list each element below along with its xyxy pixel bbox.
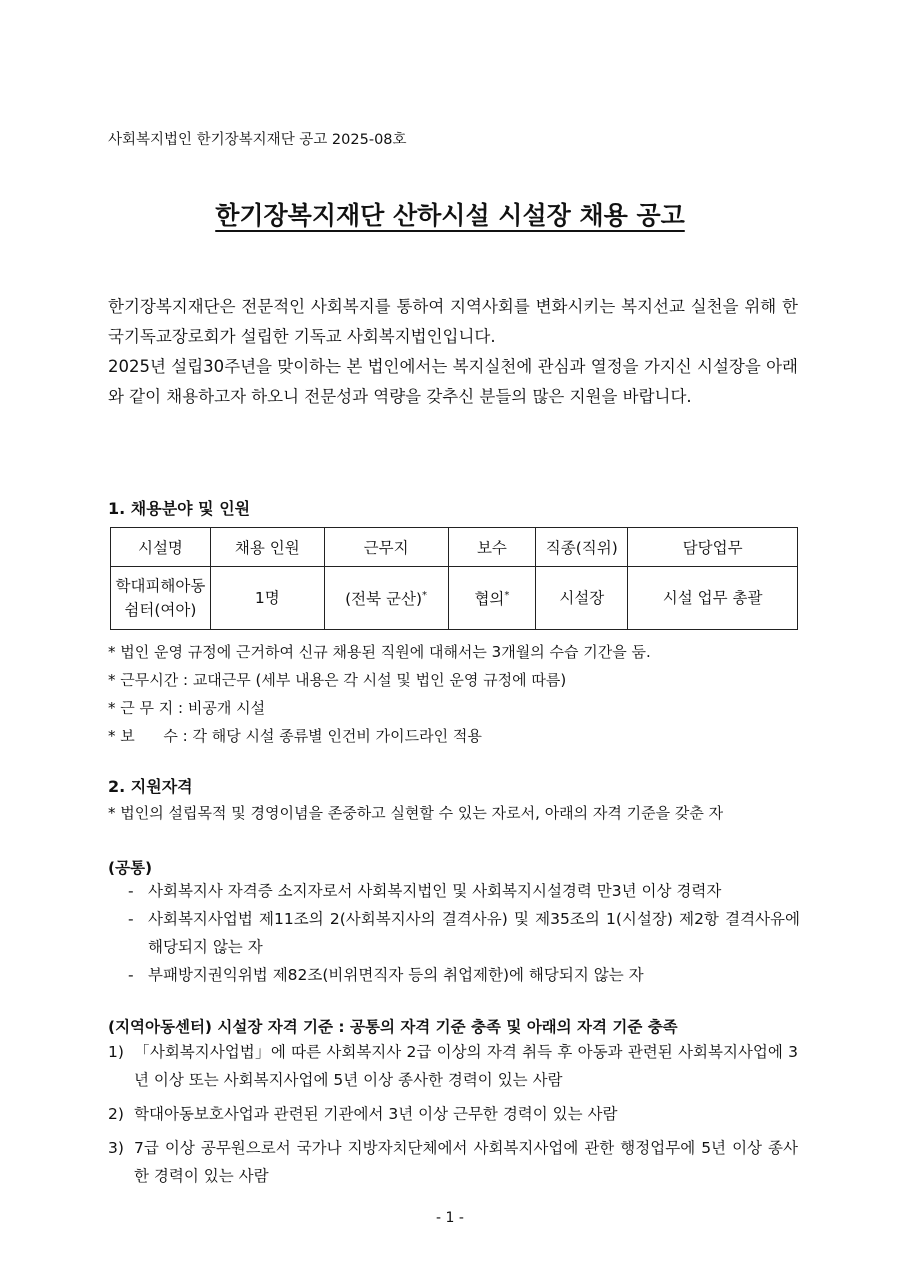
- page-title: 한기장복지재단 산하시설 시설장 채용 공고: [215, 201, 685, 230]
- center-criteria-heading: (지역아동센터) 시설장 자격 기준 : 공통의 자격 기준 충족 및 아래의 자격 기준 충족: [108, 1018, 678, 1036]
- section-heading-recruitment: 1. 채용분야 및 인원: [108, 499, 251, 518]
- recruitment-notes: [108, 638, 651, 750]
- intro-paragraph: 2025년 설립30주년을 맞이하는 본 법인에서는 복지실천에 관심과 열정을 가지신 시설장을 아래와 같이 채용하고자 하오니 전문성과 역량을 갖추신 분들의 많은 지원을 바랍니다.: [108, 357, 798, 406]
- common-criteria-list: [128, 877, 800, 989]
- pay-text: 협의: [474, 590, 505, 609]
- list-item: - 부패방지권익위법 제82조(비위면직자 등의 취업제한)에 해당되지 않는 자: [128, 966, 644, 984]
- table-header-cell: 담당업무: [628, 528, 798, 567]
- recruitment-table: [110, 527, 798, 630]
- page-number: - 1 -: [436, 1210, 464, 1226]
- list-item: 1) 「사회복지사업법」에 따른 사회복지사 2급 이상의 자격 취득 후 아동과 관련된 사회복지사업에 3년 이상 또는 사회복지사업에 5년 이상 종사한 경력이 있는 사람: [108, 1043, 798, 1089]
- duty-cell: 시설 업무 총괄: [628, 567, 798, 630]
- position-cell: 시설장: [536, 567, 628, 630]
- facility-name-cell: [111, 567, 211, 630]
- table-header-cell: 채용 인원: [210, 528, 324, 567]
- intro-paragraph: 한기장복지재단은 전문적인 사회복지를 통하여 지역사회를 변화시키는 복지선교 실천을 위해 한국기독교장로회가 설립한 기독교 사회복지법인입니다.: [108, 297, 798, 346]
- note-line: * 근 무 지 : 비공개 시설: [108, 699, 266, 717]
- note-line: * 법인의 설립목적 및 경영이념을 존중하고 실현할 수 있는 자로서, 아래의 자격 기준을 갖춘 자: [108, 804, 724, 822]
- work-location-cell: [324, 567, 448, 630]
- qualification-note: [108, 799, 723, 827]
- center-criteria-list: [108, 1038, 798, 1196]
- footnote-mark: *: [422, 590, 428, 602]
- section-heading-qualification: 2. 지원자격: [108, 777, 193, 796]
- table-header-cell: 직종(직위): [536, 528, 628, 567]
- table-header-row: [111, 528, 798, 567]
- intro-text: [108, 292, 798, 412]
- footnote-mark: *: [504, 590, 510, 602]
- facility-name-line: 쉼터(여아): [124, 601, 197, 619]
- list-item: 2) 학대아동보호사업과 관련된 기관에서 3년 이상 근무한 경력이 있는 사람: [108, 1105, 618, 1123]
- note-line: * 근무시간 : 교대근무 (세부 내용은 각 시설 및 법인 운영 규정에 따름): [108, 671, 567, 689]
- table-header-cell: 보수: [448, 528, 536, 567]
- pay-cell: [448, 567, 536, 630]
- table-header-cell: 시설명: [111, 528, 211, 567]
- note-line: * 법인 운영 규정에 근거하여 신규 채용된 직원에 대해서는 3개월의 수습 기간을 둠.: [108, 643, 651, 661]
- table-header-cell: 근무지: [324, 528, 448, 567]
- list-item: - 사회복지사 자격증 소지자로서 사회복지법인 및 사회복지시설경력 만3년 이상 경력자: [128, 882, 722, 900]
- common-criteria-heading: (공통): [108, 859, 153, 877]
- work-location-text: (전북 군산): [345, 590, 423, 609]
- list-item: 3) 7급 이상 공무원으로서 국가나 지방자치단체에서 사회복지사업에 관한 행정업무에 5년 이상 종사한 경력이 있는 사람: [108, 1139, 798, 1185]
- notice-number: 사회복지법인 한기장복지재단 공고 2025-08호: [108, 132, 407, 148]
- facility-name-line: 학대피해아동: [115, 577, 206, 595]
- list-item: - 사회복지사업법 제11조의 2(사회복지사의 결격사유) 및 제35조의 1(시설장) 제2항 결격사유에 해당되지 않는 자: [128, 910, 800, 956]
- table-row: [111, 567, 798, 630]
- headcount-cell: 1명: [210, 567, 324, 630]
- note-line: * 보 수 : 각 해당 시설 종류별 인건비 가이드라인 적용: [108, 727, 482, 745]
